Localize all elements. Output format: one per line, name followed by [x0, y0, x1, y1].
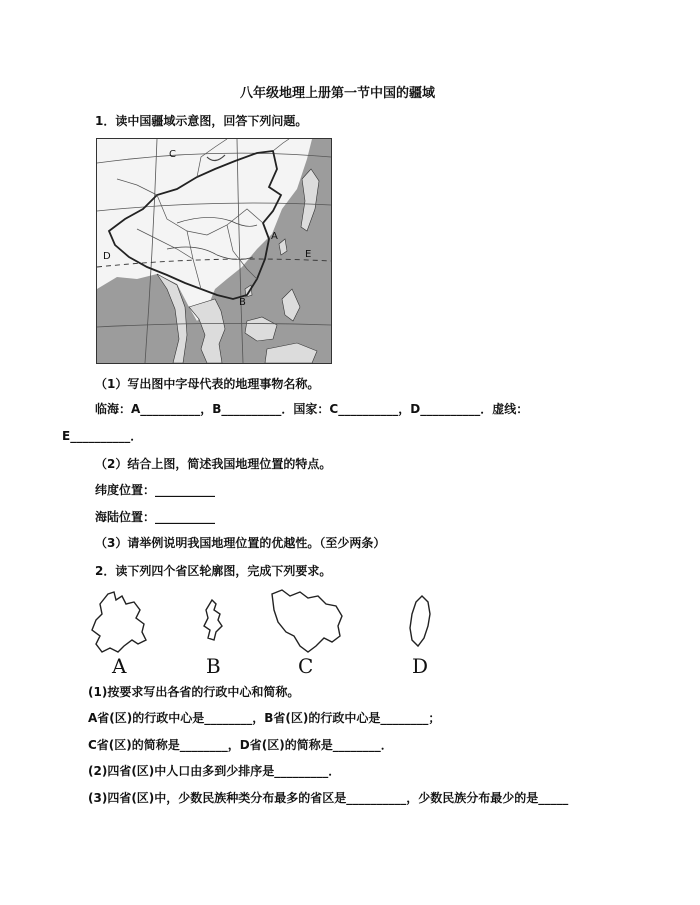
- q1-sub1: （1）写出图中字母代表的地理事物名称。: [95, 377, 320, 391]
- province-a-outline: [88, 590, 150, 660]
- province-d-outline: [404, 594, 434, 648]
- question-2-prompt: 2．读下列四个省区轮廓图，完成下列要求。: [95, 564, 332, 578]
- map-label-b: B: [239, 297, 246, 308]
- q1-sub2: （2）结合上图，简述我国地理位置的特点。: [95, 457, 332, 471]
- map-label-a: A: [271, 231, 278, 242]
- q1-latitude: 纬度位置：__________: [95, 483, 216, 497]
- province-label-b: B: [206, 654, 221, 678]
- q2-line-a: A省(区)的行政中心是________，B省(区)的行政中心是________；: [88, 711, 441, 725]
- map-label-d: D: [103, 251, 111, 262]
- province-b-outline: [200, 598, 226, 644]
- map-label-c: C: [169, 149, 176, 160]
- q2-sub1: (1)按要求写出各省的行政中心和简称。: [88, 685, 300, 699]
- q1-sea-land: 海陆位置：__________: [95, 510, 216, 524]
- q1-line2: E__________．: [62, 429, 143, 443]
- page-title: 八年级地理上册第一节中国的疆域: [240, 86, 436, 101]
- q2-line-c: C省(区)的简称是________，D省(区)的简称是________．: [88, 738, 393, 752]
- q2-sub3: (3)四省(区)中，少数民族种类分布最多的省区是__________，少数民族分布最少的是_____: [88, 791, 569, 805]
- province-c-outline: [266, 588, 346, 656]
- province-label-c: C: [298, 654, 314, 678]
- q2-sub2: (2)四省(区)中人口由多到少排序是_________．: [88, 764, 341, 778]
- map-label-e: E: [305, 249, 312, 260]
- province-label-d: D: [412, 654, 429, 678]
- china-territory-map: [96, 138, 332, 364]
- q1-line1: 临海：A__________，B__________．国家：C__________，D__________．虚线：: [95, 402, 529, 416]
- province-label-a: A: [112, 654, 127, 678]
- q1-sub3: （3）请举例说明我国地理位置的优越性。（至少两条）: [95, 536, 386, 550]
- question-1-prompt: 1．读中国疆域示意图，回答下列问题。: [95, 114, 308, 128]
